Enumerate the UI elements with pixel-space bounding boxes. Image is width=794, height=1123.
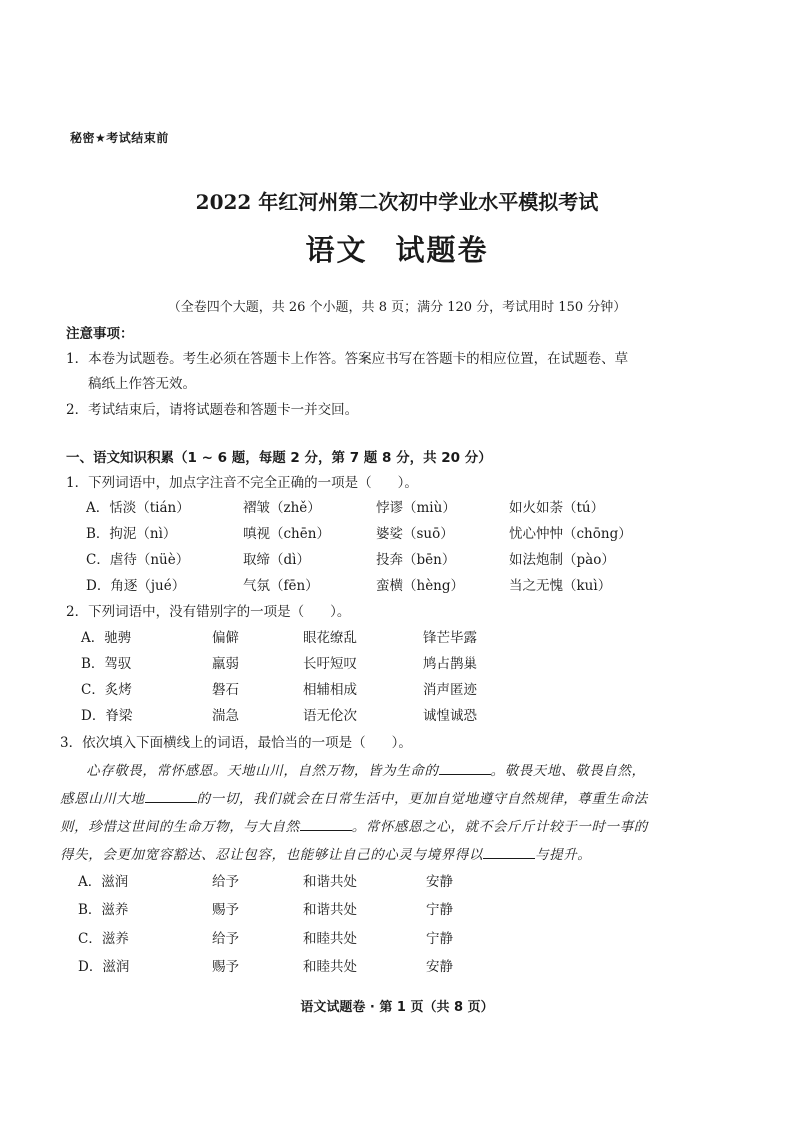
question-1-text: 1．下列词语中，加点字注音不完全正确的一项是（	[66, 475, 372, 491]
q3-option-b-3: 和谐共处	[303, 902, 357, 918]
paper-type: 试题卷	[395, 233, 489, 267]
passage-line-4	[60, 843, 740, 863]
question-3-text: 3．依次填入下面横线上的词语，最恰当的一项是（	[60, 735, 366, 751]
passage-text: 。敬畏天地、敬畏自然，	[490, 763, 646, 779]
q2-option-c-1: C．炙烤	[81, 682, 132, 698]
q2-option-d-2: 湍急	[212, 708, 239, 724]
passage-text: 则，珍惜这世间的生命万物，与大自然	[60, 819, 300, 835]
q3-option-b-2: 赐予	[212, 902, 239, 918]
question-2-text: 2．下列词语中，没有错别字的一项是（	[66, 604, 305, 620]
passage-line-2	[60, 787, 740, 807]
q2-option-a-4: 锋芒毕露	[423, 630, 477, 646]
q1-option-d-2: 气氛（fēn）	[243, 578, 319, 594]
q3-option-c-1: C．滋养	[78, 931, 129, 947]
q1-option-b-2: 嗔视（chēn）	[243, 526, 330, 542]
fill-blank-1	[439, 762, 491, 775]
passage-line-3	[60, 815, 740, 835]
passage-text: 感恩山川大地	[60, 791, 145, 807]
subject-name: 语文	[305, 233, 368, 267]
question-3-end: ）。	[391, 735, 412, 751]
notice-item-1: 1．本卷为试题卷。考生必须在答题卡上作答。答案应书写在答题卡的相应位置，在试题卷、草	[66, 351, 629, 367]
q2-option-d-3: 语无伦次	[303, 708, 357, 724]
q1-option-d-4: 当之无愧（kuì）	[509, 578, 612, 594]
q3-option-d-4: 安静	[426, 959, 453, 975]
q3-option-d-3: 和睦共处	[303, 959, 357, 975]
subject-title	[0, 228, 794, 269]
question-2-stem	[66, 600, 350, 620]
q1-option-b-1: B．拘泥（nì）	[86, 526, 177, 542]
q1-option-a-2: 褶皱（zhě）	[243, 500, 321, 516]
q3-option-d-1: D．滋润	[78, 959, 130, 975]
q2-option-d-1: D．脊梁	[81, 708, 133, 724]
passage-text: 与提升。	[535, 847, 592, 863]
notice-item-2: 2．考试结束后，请将试题卷和答题卡一并交回。	[66, 402, 359, 418]
question-1-end: ）。	[397, 475, 418, 491]
q1-option-a-4: 如火如荼（tú）	[509, 500, 605, 516]
q1-option-a-3: 悖谬（miù）	[376, 500, 456, 516]
passage-text: 心存敬畏，常怀感恩。天地山川，自然万物，皆为生命的	[86, 763, 439, 779]
fill-blank-4	[483, 846, 535, 859]
q3-option-a-3: 和谐共处	[303, 874, 357, 890]
q3-option-a-4: 安静	[426, 874, 453, 890]
q1-option-c-3: 投奔（bēn）	[376, 552, 456, 568]
q3-option-c-4: 宁静	[426, 931, 453, 947]
q2-option-c-4: 消声匿迹	[423, 682, 477, 698]
question-1-stem	[66, 471, 418, 491]
q2-option-c-2: 磐石	[212, 682, 239, 698]
q2-option-b-3: 长吁短叹	[303, 656, 357, 672]
notice-item-1-cont: 稿纸上作答无效。	[88, 376, 196, 392]
q3-option-c-2: 给予	[212, 931, 239, 947]
passage-text: 得失，会更加宽容豁达、忍让包容，也能够让自己的心灵与境界得以	[60, 847, 483, 863]
q1-option-d-3: 蛮横（hèng）	[376, 578, 465, 594]
q3-option-b-4: 宁静	[426, 902, 453, 918]
section-heading: 一、语文知识积累（1 ~ 6 题，每题 2 分，第 7 题 8 分，共 20 分）	[66, 450, 492, 466]
q1-option-b-3: 婆娑（suō）	[376, 526, 454, 542]
q2-option-a-3: 眼花缭乱	[303, 630, 357, 646]
q3-option-b-1: B．滋养	[78, 902, 129, 918]
q1-option-a-1: A．恬淡（tián）	[86, 500, 190, 516]
q2-option-d-4: 诚惶诚恐	[423, 708, 477, 724]
page-footer: 语文试题卷 · 第 1 页（共 8 页）	[300, 1000, 494, 1015]
fill-blank-2	[145, 790, 197, 803]
notice-heading: 注意事项：	[66, 326, 134, 342]
q1-option-c-1: C．虐待（nüè）	[86, 552, 190, 568]
question-3-stem	[60, 731, 412, 751]
q2-option-b-1: B．驾驭	[81, 656, 132, 672]
passage-line-1	[86, 759, 766, 779]
q2-option-b-4: 鸠占鹊巢	[423, 656, 477, 672]
q1-option-c-4: 如法炮制（pào）	[509, 552, 615, 568]
q2-option-b-2: 羸弱	[212, 656, 239, 672]
fill-blank-3	[300, 818, 352, 831]
passage-text: 的一切，我们就会在日常生活中，更加自觉地遵守自然规律，尊重生命法	[196, 791, 648, 807]
confidential-label: 秘密★考试结束前	[70, 131, 169, 145]
q3-option-c-3: 和睦共处	[303, 931, 357, 947]
q1-option-d-1: D．角逐（jué）	[86, 578, 186, 594]
q3-option-a-1: A．滋润	[78, 874, 129, 890]
q1-option-b-4: 忧心忡忡（chōng）	[509, 526, 632, 542]
q1-option-c-2: 取缔（dì）	[243, 552, 310, 568]
passage-text: 。常怀感恩之心，就不会斤斤计较于一时一事的	[351, 819, 648, 835]
q3-option-a-2: 给予	[212, 874, 239, 890]
question-2-end: ）。	[330, 604, 351, 620]
q2-option-a-1: A．驰骋	[81, 630, 132, 646]
exam-info: （全卷四个大题，共 26 个小题，共 8 页；满分 120 分，考试用时 150 分钟）	[167, 300, 627, 315]
q3-option-d-2: 赐予	[212, 959, 239, 975]
q2-option-c-3: 相辅相成	[303, 682, 357, 698]
exam-title: 2022 年红河州第二次初中学业水平模拟考试	[195, 190, 599, 214]
q2-option-a-2: 偏僻	[212, 630, 239, 646]
